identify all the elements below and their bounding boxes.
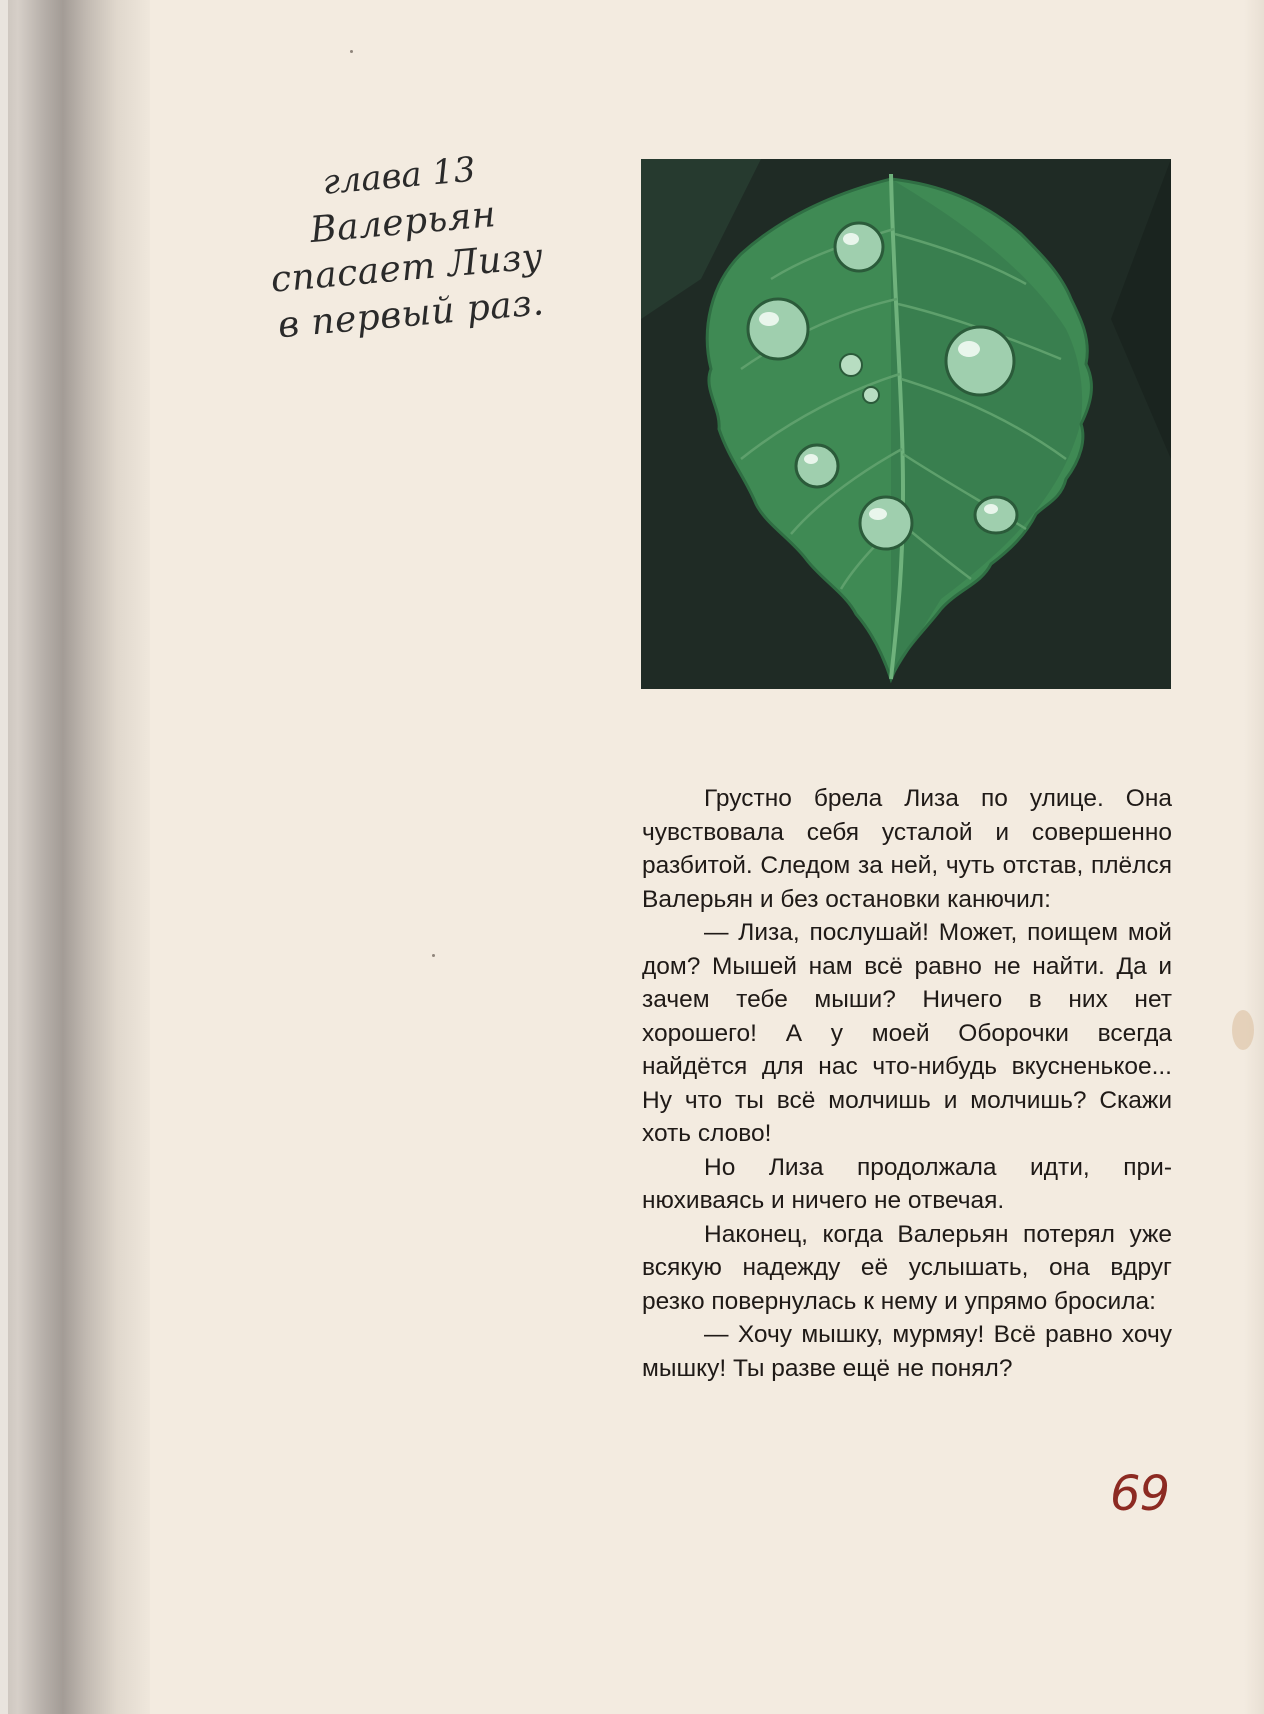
chapter-body <box>642 782 1172 1385</box>
book-gutter <box>0 0 150 1714</box>
page-edge <box>0 0 8 1714</box>
chapter-title-line-3: в первый раз. <box>276 282 546 347</box>
leaf-illustration <box>641 159 1171 689</box>
paragraph-4: Наконец, когда Валерьян потерял уже всякую надежду её услышать, она вдруг резко повернулась к нему и упрямо бросила: <box>642 1220 1172 1315</box>
page-shade <box>1244 0 1264 1714</box>
paper-speck <box>432 954 435 957</box>
chapter-title-line-1: Валерьян <box>308 194 498 252</box>
leaf-with-water-drops-icon <box>641 159 1171 689</box>
paragraph-1: Грустно брела Лиза по улице. Она чувствовала себя усталой и совершенно разбитой. Следом за ней, чуть отстав, плёлся Валерьян и без остановки канючил: <box>642 785 1172 913</box>
paper-stain <box>1232 1010 1254 1050</box>
chapter-label: глава 13 <box>320 149 478 203</box>
page-number: 69 <box>1110 1466 1170 1522</box>
chapter-title-line-2: спасает Лизу <box>269 236 545 301</box>
chapter-heading <box>247 139 562 350</box>
paper-speck <box>350 50 353 53</box>
paragraph-5: — Хочу мышку, мурмяу! Всё равно хочу мышку! Ты разве ещё не понял? <box>642 1321 1172 1382</box>
paragraph-3: Но Лиза продолжала идти, принюхиваясь и ничего не отвечая. <box>642 1153 1172 1214</box>
paragraph-2: — Лиза, послушай! Может, поищем мой дом? Мышей нам всё равно не найти. Да и зачем тебе мыши? Ничего в них нет хорошего! А у моей Оборочки всегда найдётся для нас что-нибудь вкусненькое... Ну что ты всё молчишь и молчишь? Скажи хоть слово! <box>642 919 1172 1147</box>
